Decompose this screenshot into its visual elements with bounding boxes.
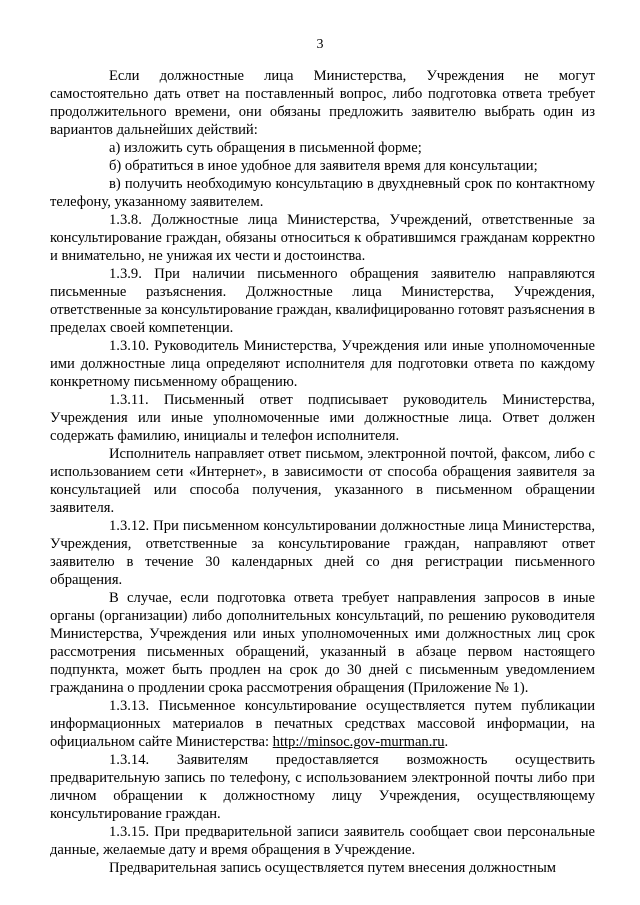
list-item-a: а) изложить суть обращения в письменной форме;	[109, 140, 422, 156]
clause-1-3-12: 1.3.12. При письменном консультировании должностные лица Министерства, Учреждения, ответственные за консультирование граждан, направляют ответ заявителю в течение 30 календарных дней со дня регистрации письменного обращения.	[50, 518, 595, 588]
paragraph-extension: В случае, если подготовка ответа требует направления запросов в иные органы (организации) либо дополнительных консультаций, по решению руководителя Министерства, Учреждения или иных уполномоченных ими должностных лиц срок рассмотрения письменных обращений, указанный в абзаце первом настоящего подпункта, может быть продлен на срок до 30 дней с письменным уведомлением гражданина о продлении срока рассмотрения обращения (Приложение № 1).	[50, 590, 595, 696]
clause-1-3-14: 1.3.14. Заявителям предоставляется возможность осуществить предварительную запись по телефону, с использованием электронной почты либо при личном обращении к должностному лицу Учреждения, осуществляющему консультирование граждан.	[50, 752, 595, 822]
clause-1-3-11: 1.3.11. Письменный ответ подписывает руководитель Министерства, Учреждения или иные уполномоченные ими должностные лица. Ответ должен содержать фамилию, инициалы и телефон исполнителя.	[50, 392, 595, 444]
clause-1-3-13-text: 1.3.13. Письменное консультирование осуществляется путем публикации информационных материалов в печатных средствах массовой информации, на официальном сайте Министерства:	[50, 698, 595, 750]
clause-1-3-15: 1.3.15. При предварительной записи заявитель сообщает свои персональные данные, желаемые дату и время обращения в Учреждение.	[50, 824, 595, 858]
clause-1-3-13	[50, 697, 595, 751]
document-body	[50, 67, 595, 877]
clause-1-3-9: 1.3.9. При наличии письменного обращения заявителю направляются письменные разъяснения. Должностные лица Министерства, Учреждения, ответственные за консультирование граждан, квалифицированно готовят разъяснения в пределах своей компетенции.	[50, 266, 595, 336]
page-number: 3	[316, 37, 324, 52]
link-tail: .	[444, 734, 449, 750]
paragraph-intro: Если должностные лица Министерства, Учреждения не могут самостоятельно дать ответ на поставленный вопрос, либо подготовка ответа требует продолжительного времени, они обязаны предложить заявителю выбрать один из вариантов дальнейших действий:	[50, 68, 595, 138]
paragraph-preliminary: Предварительная запись осуществляется путем внесения должностным	[109, 860, 557, 876]
list-item-b: б) обратиться в иное удобное для заявителя время для консультации;	[109, 158, 538, 174]
clause-1-3-10: 1.3.10. Руководитель Министерства, Учреждения или иные уполномоченные ими должностные лица определяют исполнителя для подготовки ответа по каждому конкретному письменному обращению.	[50, 338, 595, 390]
list-item-c: в) получить необходимую консультацию в двухдневный срок по контактному телефону, указанному заявителем.	[50, 176, 595, 210]
clause-1-3-8: 1.3.8. Должностные лица Министерства, Учреждений, ответственные за консультирование граждан, обязаны относиться к обратившимся гражданам корректно и внимательно, не унижая их чести и достоинства.	[50, 212, 595, 264]
ministry-site-link[interactable]: http://minsoc.gov-murman.ru	[272, 734, 445, 750]
paragraph-executor: Исполнитель направляет ответ письмом, электронной почтой, факсом, либо с использованием сети «Интернет», в зависимости от способа обращения заявителя за консультацией или способа получения, указанного в письменном обращении заявителя.	[50, 446, 595, 516]
